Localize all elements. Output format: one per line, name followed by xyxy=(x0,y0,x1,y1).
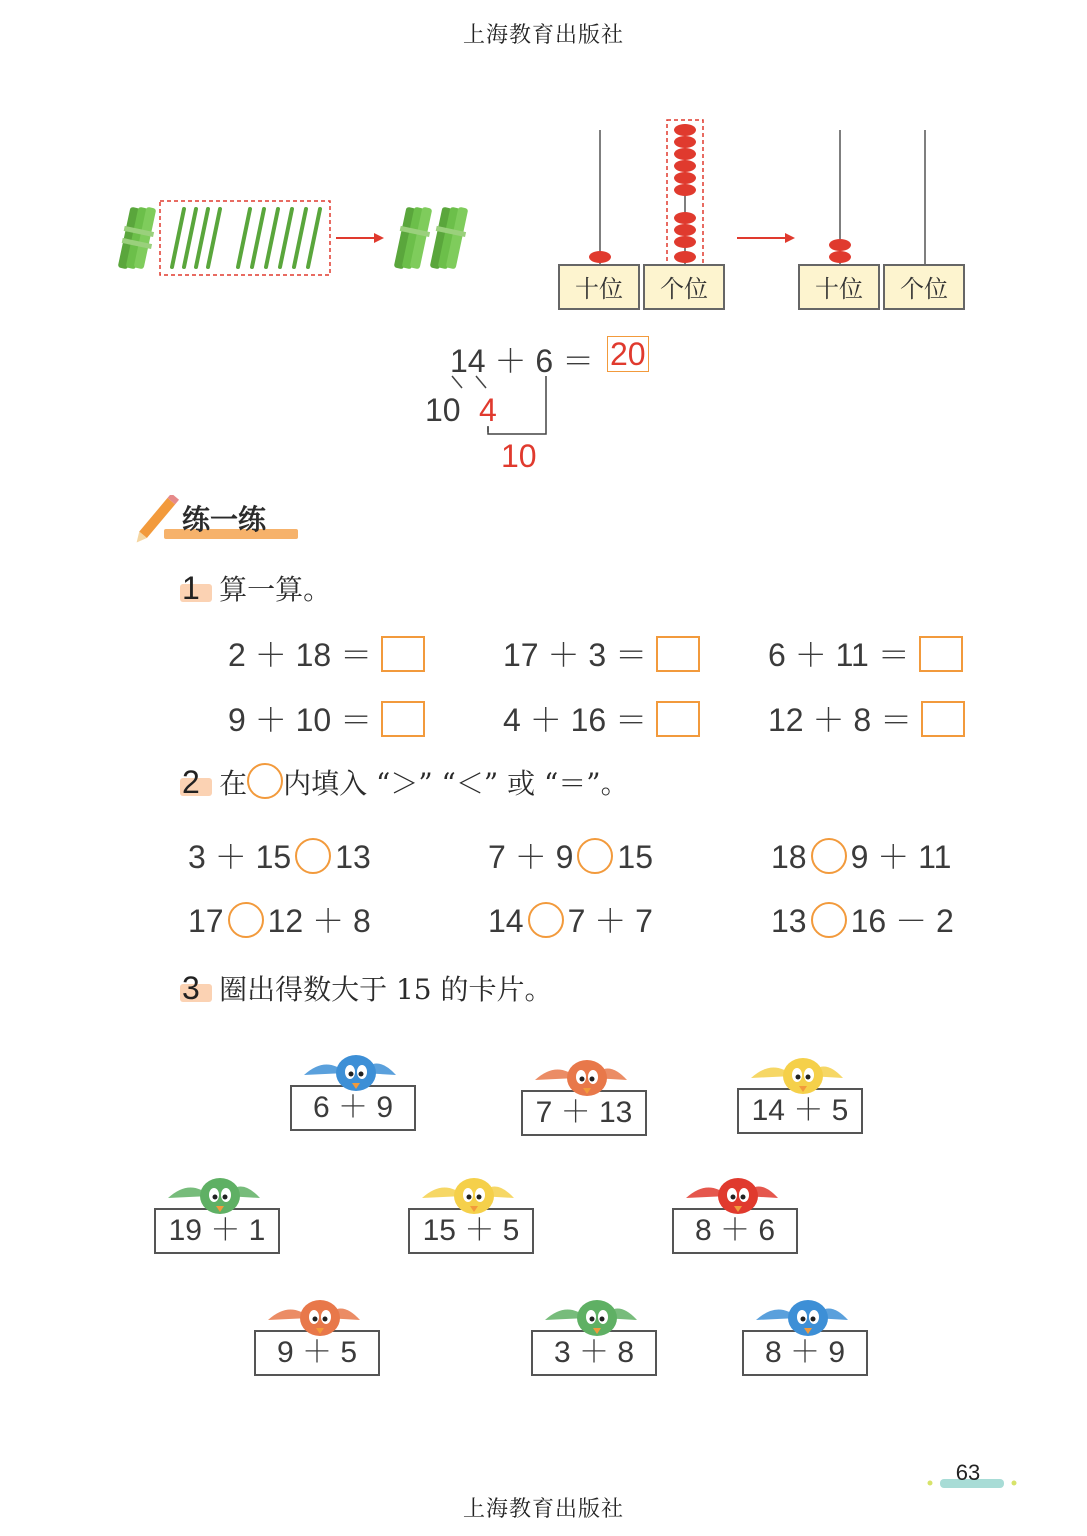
q2-item: 7 ＋ 9 15 xyxy=(488,839,653,875)
q2-item: 17 12 ＋ 8 xyxy=(188,903,371,939)
straw-bundle-icon xyxy=(118,207,157,270)
footer-publisher: 上海教育出版社 xyxy=(462,1497,624,1522)
abacus-illustration xyxy=(555,110,975,270)
answer-box[interactable] xyxy=(921,701,965,737)
q1-prompt: 算一算。 xyxy=(219,573,332,606)
q1-item: 9 ＋ 10 ＝ xyxy=(228,695,425,741)
compare-circle[interactable] xyxy=(228,902,264,938)
bird-icon xyxy=(414,1168,524,1214)
q1-number: 1 xyxy=(182,570,214,607)
compare-circle[interactable] xyxy=(577,838,613,874)
bird-icon xyxy=(748,1290,858,1336)
expression-card[interactable]: 6 ＋ 9 xyxy=(290,1085,416,1131)
q1-item: 6 ＋ 11 ＝ xyxy=(768,630,963,676)
compare-circle[interactable] xyxy=(811,838,847,874)
answer-box[interactable] xyxy=(919,636,963,672)
straw-bundle-illustration xyxy=(110,195,480,285)
bird-icon xyxy=(160,1168,270,1214)
expression-card[interactable]: 8 ＋ 6 xyxy=(672,1208,798,1254)
q1-item: 17 ＋ 3 ＝ xyxy=(503,630,700,676)
bird-icon xyxy=(678,1168,788,1214)
abacus-left-ones-label: 个位 xyxy=(643,264,725,310)
abacus-right-ones-label: 个位 xyxy=(883,264,965,310)
expression-card[interactable]: 9 ＋ 5 xyxy=(254,1330,380,1376)
q2-prompt-start: 在 xyxy=(219,767,248,800)
q2-header xyxy=(182,762,629,802)
answer-box[interactable] xyxy=(656,636,700,672)
q2-item: 18 9 ＋ 11 xyxy=(771,839,952,875)
expression-card[interactable]: 19 ＋ 1 xyxy=(154,1208,280,1254)
expression-card[interactable]: 8 ＋ 9 xyxy=(742,1330,868,1376)
q3-header xyxy=(182,968,553,1008)
header-publisher: 上海教育出版社 xyxy=(462,23,624,48)
circle-icon xyxy=(247,763,283,799)
practice-title: 练一练 xyxy=(182,503,267,536)
q1-item: 4 ＋ 16 ＝ xyxy=(503,695,700,741)
bird-icon xyxy=(743,1048,853,1094)
expression-card[interactable]: 7 ＋ 13 xyxy=(521,1090,647,1136)
answer-box[interactable] xyxy=(381,701,425,737)
q1-item: 12 ＋ 8 ＝ xyxy=(768,695,965,741)
abacus-right-tens-label: 十位 xyxy=(798,264,880,310)
q2-item: 3 ＋ 15 13 xyxy=(188,839,371,875)
q1-item: 2 ＋ 18 ＝ xyxy=(228,630,425,676)
answer-box[interactable] xyxy=(656,701,700,737)
bird-icon xyxy=(527,1050,637,1096)
combined-ten: 10 xyxy=(501,438,537,474)
bird-icon xyxy=(260,1290,370,1336)
abacus-left-tens-label: 十位 xyxy=(558,264,640,310)
bird-icon xyxy=(537,1290,647,1336)
compare-circle[interactable] xyxy=(295,838,331,874)
expression-card[interactable]: 15 ＋ 5 xyxy=(408,1208,534,1254)
answer-box[interactable] xyxy=(381,636,425,672)
example-equation: 14 ＋ 6 ＝ xyxy=(450,343,595,379)
q3-number: 3 xyxy=(182,970,214,1007)
q2-item: 14 7 ＋ 7 xyxy=(488,903,653,939)
compare-circle[interactable] xyxy=(811,902,847,938)
split-ones: 4 xyxy=(479,392,497,428)
q3-prompt: 圈出得数大于 15 的卡片。 xyxy=(219,973,553,1006)
page-number: 63 xyxy=(955,1460,981,1485)
bird-icon xyxy=(296,1045,406,1091)
expression-card[interactable]: 3 ＋ 8 xyxy=(531,1330,657,1376)
q1-header xyxy=(182,568,331,608)
example-answer: 20 xyxy=(607,336,649,372)
q2-number: 2 xyxy=(182,764,214,801)
split-tens: 10 xyxy=(425,392,461,428)
compare-circle[interactable] xyxy=(528,902,564,938)
expression-card[interactable]: 14 ＋ 5 xyxy=(737,1088,863,1134)
q2-prompt-end: 内填入 “＞” “＜” 或 “＝”。 xyxy=(283,767,629,800)
q2-item: 13 16 － 2 xyxy=(771,903,954,939)
